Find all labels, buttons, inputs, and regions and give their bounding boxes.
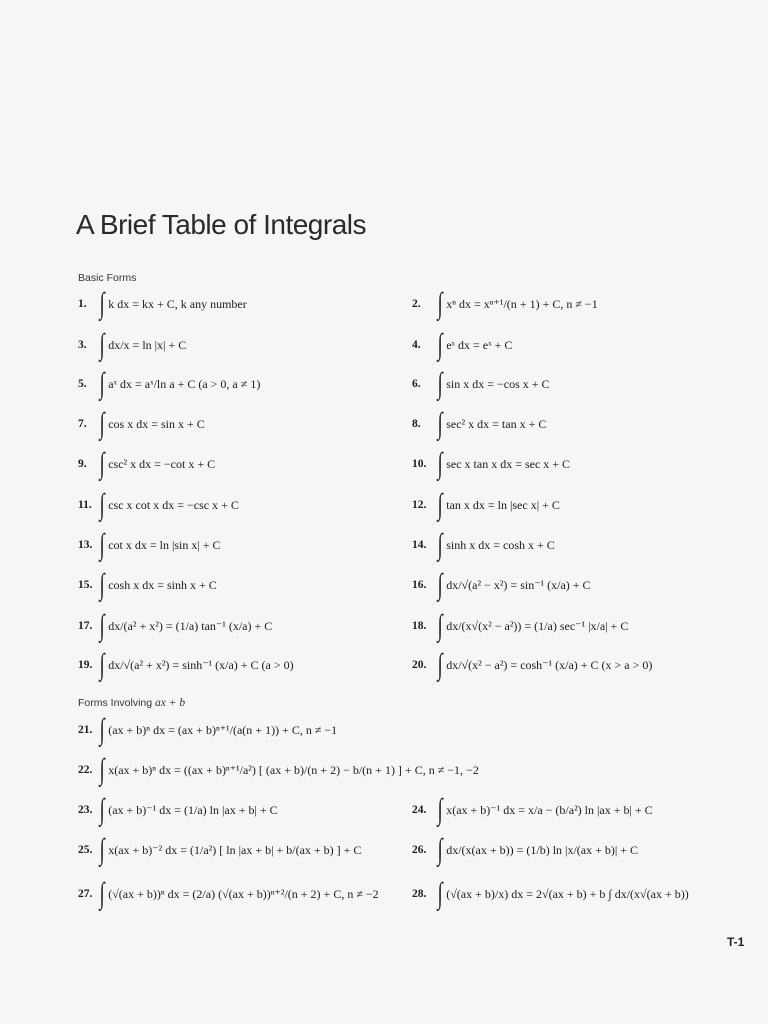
formula-number: 12.: [412, 499, 427, 511]
formula-3: [78, 328, 186, 362]
formula-body: x(ax + b)⁻¹ dx = x/a − (b/a²) ln |ax + b| + C: [446, 802, 653, 817]
formula-body: tan x dx = ln |sec x| + C: [446, 497, 560, 512]
formula-body: dx/√(a² + x²) = sinh⁻¹ (x/a) + C (a > 0): [108, 657, 294, 672]
integral-sign: ∫: [99, 609, 105, 642]
integral-sign: ∫: [99, 447, 105, 480]
integral-sign: ∫: [437, 287, 443, 320]
integral-sign: ∫: [437, 877, 443, 910]
formula-body: sin x dx = −cos x + C: [446, 376, 550, 391]
formula-number: 13.: [78, 539, 93, 551]
formula-body: sec² x dx = tan x + C: [446, 416, 547, 431]
integral-sign: ∫: [99, 407, 105, 440]
formula-number: 19.: [78, 659, 93, 671]
page-title: A Brief Table of Integrals: [76, 209, 366, 240]
section-heading-expr: ax + b: [155, 697, 186, 709]
formula-26: [412, 833, 638, 867]
integral-sign: ∫: [99, 488, 105, 521]
formula-number: 14.: [412, 539, 427, 551]
formula-body: dx/(x√(x² − a²)) = (1/a) sec⁻¹ |x/a| + C: [446, 618, 629, 633]
formula-7: [78, 407, 205, 441]
formula-2: [412, 287, 598, 321]
formula-27: [78, 877, 379, 911]
formula-body: sinh x dx = cosh x + C: [446, 537, 555, 552]
formula-18: [412, 609, 628, 643]
section-heading-label: Forms Involving: [78, 697, 153, 709]
formula-number: 25.: [78, 844, 93, 856]
integral-sign: ∫: [99, 753, 105, 786]
formula-number: 9.: [78, 458, 87, 470]
page-number: T-1: [727, 935, 745, 949]
formula-number: 20.: [412, 659, 427, 671]
integral-sign: ∫: [99, 367, 105, 400]
formula-5: [78, 367, 260, 401]
formula-8: [412, 407, 546, 441]
formula-25: [78, 833, 361, 867]
formula-number: 18.: [412, 620, 427, 632]
formula-body: xⁿ dx = xⁿ⁺¹/(n + 1) + C, n ≠ −1: [446, 296, 598, 311]
formula-number: 11.: [78, 499, 92, 511]
formula-body: x(ax + b)⁻² dx = (1/a²) [ ln |ax + b| + b/(ax + b) ] + C: [108, 842, 362, 857]
section-heading-basic-forms: Basic Forms: [78, 272, 137, 284]
formula-number: 4.: [412, 339, 421, 351]
integral-sign: ∫: [437, 609, 443, 642]
formula-number: 7.: [78, 418, 87, 430]
formula-1: [78, 287, 247, 321]
formula-body: cos x dx = sin x + C: [108, 416, 205, 431]
integral-sign: ∫: [437, 793, 443, 826]
formula-number: 27.: [78, 888, 93, 900]
integral-sign: ∫: [437, 568, 443, 601]
formula-21: [78, 713, 337, 747]
formula-number: 22.: [78, 764, 93, 776]
formula-14: [412, 528, 555, 562]
section-heading-ax-b: [78, 697, 185, 709]
formula-body: dx/(a² + x²) = (1/a) tan⁻¹ (x/a) + C: [108, 618, 273, 633]
formula-number: 15.: [78, 579, 93, 591]
formula-body: sec x tan x dx = sec x + C: [446, 456, 571, 471]
formula-11: [78, 488, 239, 522]
formula-body: csc² x dx = −cot x + C: [108, 456, 216, 471]
formula-number: 23.: [78, 804, 93, 816]
formula-number: 28.: [412, 888, 427, 900]
formula-body: dx/(x(ax + b)) = (1/b) ln |x/(ax + b)| + C: [446, 842, 639, 857]
formula-number: 3.: [78, 339, 87, 351]
integral-sign: ∫: [99, 287, 105, 320]
integral-sign: ∫: [437, 328, 443, 361]
formula-body: dx/√(a² − x²) = sin⁻¹ (x/a) + C: [446, 577, 591, 592]
formula-body: dx/√(x² − a²) = cosh⁻¹ (x/a) + C (x > a > 0): [446, 657, 653, 672]
formula-16: [412, 568, 591, 602]
integral-sign: ∫: [437, 407, 443, 440]
formula-number: 5.: [78, 378, 87, 390]
formula-24: [412, 793, 653, 827]
formula-4: [412, 328, 512, 362]
integral-sign: ∫: [99, 648, 105, 681]
formula-19: [78, 648, 294, 682]
formula-6: [412, 367, 550, 401]
formula-number: 24.: [412, 804, 427, 816]
formula-number: 6.: [412, 378, 421, 390]
formula-body: dx/x = ln |x| + C: [108, 337, 187, 352]
formula-20: [412, 648, 652, 682]
formula-13: [78, 528, 221, 562]
formula-body: eˣ dx = eˣ + C: [446, 337, 513, 352]
integral-sign: ∫: [437, 528, 443, 561]
integral-sign: ∫: [99, 328, 105, 361]
formula-number: 17.: [78, 620, 93, 632]
formula-body: x(ax + b)ⁿ dx = ((ax + b)ⁿ⁺¹/a²) [ (ax + b)/(n + 2) − b/(n + 1) ] + C, n ≠ −1, −2: [108, 762, 479, 777]
formula-10: [412, 447, 570, 481]
formula-number: 8.: [412, 418, 421, 430]
formula-number: 2.: [412, 298, 421, 310]
integral-sign: ∫: [99, 877, 105, 910]
formula-number: 1.: [78, 298, 87, 310]
formula-12: [412, 488, 560, 522]
formula-body: (√(ax + b)/x) dx = 2√(ax + b) + b ∫ dx/(x√(ax + b)): [446, 886, 689, 901]
integral-sign: ∫: [437, 447, 443, 480]
integral-sign: ∫: [99, 833, 105, 866]
integral-sign: ∫: [99, 713, 105, 746]
formula-number: 21.: [78, 724, 93, 736]
integral-sign: ∫: [437, 648, 443, 681]
formula-body: cot x dx = ln |sin x| + C: [108, 537, 221, 552]
formula-number: 16.: [412, 579, 427, 591]
formula-number: 26.: [412, 844, 427, 856]
formula-22: [78, 753, 479, 787]
formula-body: cosh x dx = sinh x + C: [108, 577, 217, 592]
integral-sign: ∫: [437, 488, 443, 521]
formula-body: aˣ dx = aˣ/ln a + C (a > 0, a ≠ 1): [108, 376, 261, 391]
formula-body: k dx = kx + C, k any number: [108, 296, 247, 311]
formula-body: (√(ax + b))ⁿ dx = (2/a) (√(ax + b))ⁿ⁺²/(n + 2) + C, n ≠ −2: [108, 886, 379, 901]
formula-17: [78, 609, 272, 643]
formula-15: [78, 568, 217, 602]
integral-sign: ∫: [99, 528, 105, 561]
integral-sign: ∫: [99, 793, 105, 826]
formula-9: [78, 447, 215, 481]
formula-body: (ax + b)⁻¹ dx = (1/a) ln |ax + b| + C: [108, 802, 278, 817]
formula-28: [412, 877, 689, 911]
formula-body: csc x cot x dx = −csc x + C: [108, 497, 239, 512]
formula-number: 10.: [412, 458, 427, 470]
integral-sign: ∫: [437, 833, 443, 866]
formula-23: [78, 793, 278, 827]
integral-sign: ∫: [437, 367, 443, 400]
formula-body: (ax + b)ⁿ dx = (ax + b)ⁿ⁺¹/(a(n + 1)) + C, n ≠ −1: [108, 722, 338, 737]
integral-sign: ∫: [99, 568, 105, 601]
